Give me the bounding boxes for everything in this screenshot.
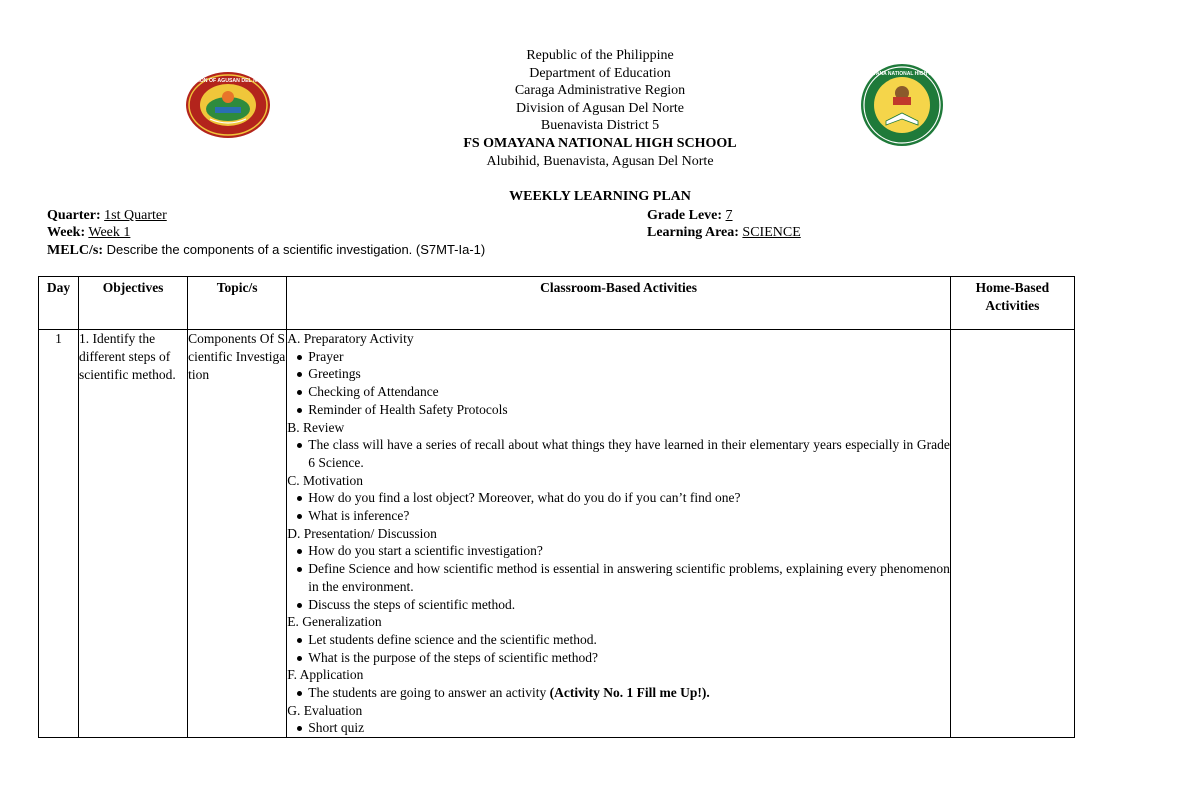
day-cell: 1 [39,330,79,738]
section-list [287,719,950,737]
learning-area-label: Learning Area: [647,225,739,240]
list-item: Reminder of Health Safety Protocols [295,401,950,419]
section-title: B. Review [287,419,345,435]
table-header-row [39,277,1075,330]
quarter-label: Quarter: [47,208,101,223]
header-line-republic: Republic of the Philippine [526,48,674,63]
topic-cell: Components Of Scientific Investigation [188,330,287,738]
header-line-department: Department of Education [529,65,671,81]
home-activities-cell [950,330,1074,738]
list-item: What is inference? [295,507,950,525]
section-list [287,542,950,613]
list-item: Discuss the steps of scientific method. [295,596,950,614]
plan-title: WEEKLY LEARNING PLAN [509,189,691,204]
learning-plan-table [38,276,1075,738]
header-classroom-activities: Classroom-Based Activities [287,277,951,330]
list-item: Checking of Attendance [295,383,950,401]
section-title: D. Presentation/ Discussion [287,525,437,541]
section-list [287,436,950,471]
week-field [47,224,130,241]
list-item: What is the purpose of the steps of scientific method? [295,649,950,667]
list-item-text: The students are going to answer an activity [308,685,547,701]
section-list [287,684,950,702]
header-day: Day [39,277,79,330]
grade-label: Grade Leve: [647,208,723,223]
header-home-activities: Home-Based Activities [950,277,1074,330]
section-title: C. Motivation [287,472,363,488]
list-item: How do you start a scientific investigation? [295,542,950,560]
week-label: Week: [47,225,86,240]
grade-field [647,207,733,224]
list-item: Greetings [295,365,950,383]
quarter-field [47,207,167,224]
list-item: Short quiz [295,719,950,737]
header-line-division: Division of Agusan Del Norte [516,100,684,116]
list-item: Let students define science and the scientific method. [295,631,950,649]
header-topics: Topic/s [188,277,287,330]
classroom-activities-cell [287,330,951,738]
list-item [295,684,950,702]
list-item: The class will have a series of recall about what things they have learned in their elementary years especially in Grade 6 Science. [295,436,950,471]
section-title: E. Generalization [287,614,382,630]
section-title: G. Evaluation [287,702,363,718]
objective-cell: 1. Identify the different steps of scientific method. [79,330,188,738]
letterhead [0,47,1200,170]
seal-left-text: DIVISION OF AGUSAN DEL NORTE [184,78,272,84]
week-value: Week 1 [88,225,131,240]
melc-field [47,241,485,259]
melc-value: Describe the components of a scientific investigation. (S7MT-Ia-1) [106,242,486,257]
section-title: A. Preparatory Activity [287,331,414,346]
section-list [287,631,950,666]
header-line-region: Caraga Administrative Region [514,83,686,99]
school-name: FS OMAYANA NATIONAL HIGH SCHOOL [463,135,737,151]
header-objectives: Objectives [79,277,188,330]
school-address: Alubihid, Buenavista, Agusan Del Norte [486,153,714,169]
section-list [287,348,950,419]
learning-area-value: SCIENCE [742,225,801,240]
activity-reference: (Activity No. 1 Fill me Up!). [549,685,710,701]
section-title: F. Application [287,667,364,683]
table-row [39,330,1075,738]
header-line-district: Buenavista District 5 [540,118,660,134]
section-list [287,489,950,524]
seal-right-text: FS OMAYANA NATIONAL HIGH SCHOOL [854,71,950,77]
melc-label: MELC/s: [47,243,103,258]
list-item: Define Science and how scientific method is essential in answering scientific problems, explaining every phenomenon in the environment. [295,560,950,595]
list-item: Prayer [295,348,950,366]
grade-value: 7 [725,208,733,223]
learning-area-field [647,224,801,241]
quarter-value: 1st Quarter [104,208,167,223]
list-item: How do you find a lost object? Moreover, what do you do if you can’t find one? [295,489,950,507]
